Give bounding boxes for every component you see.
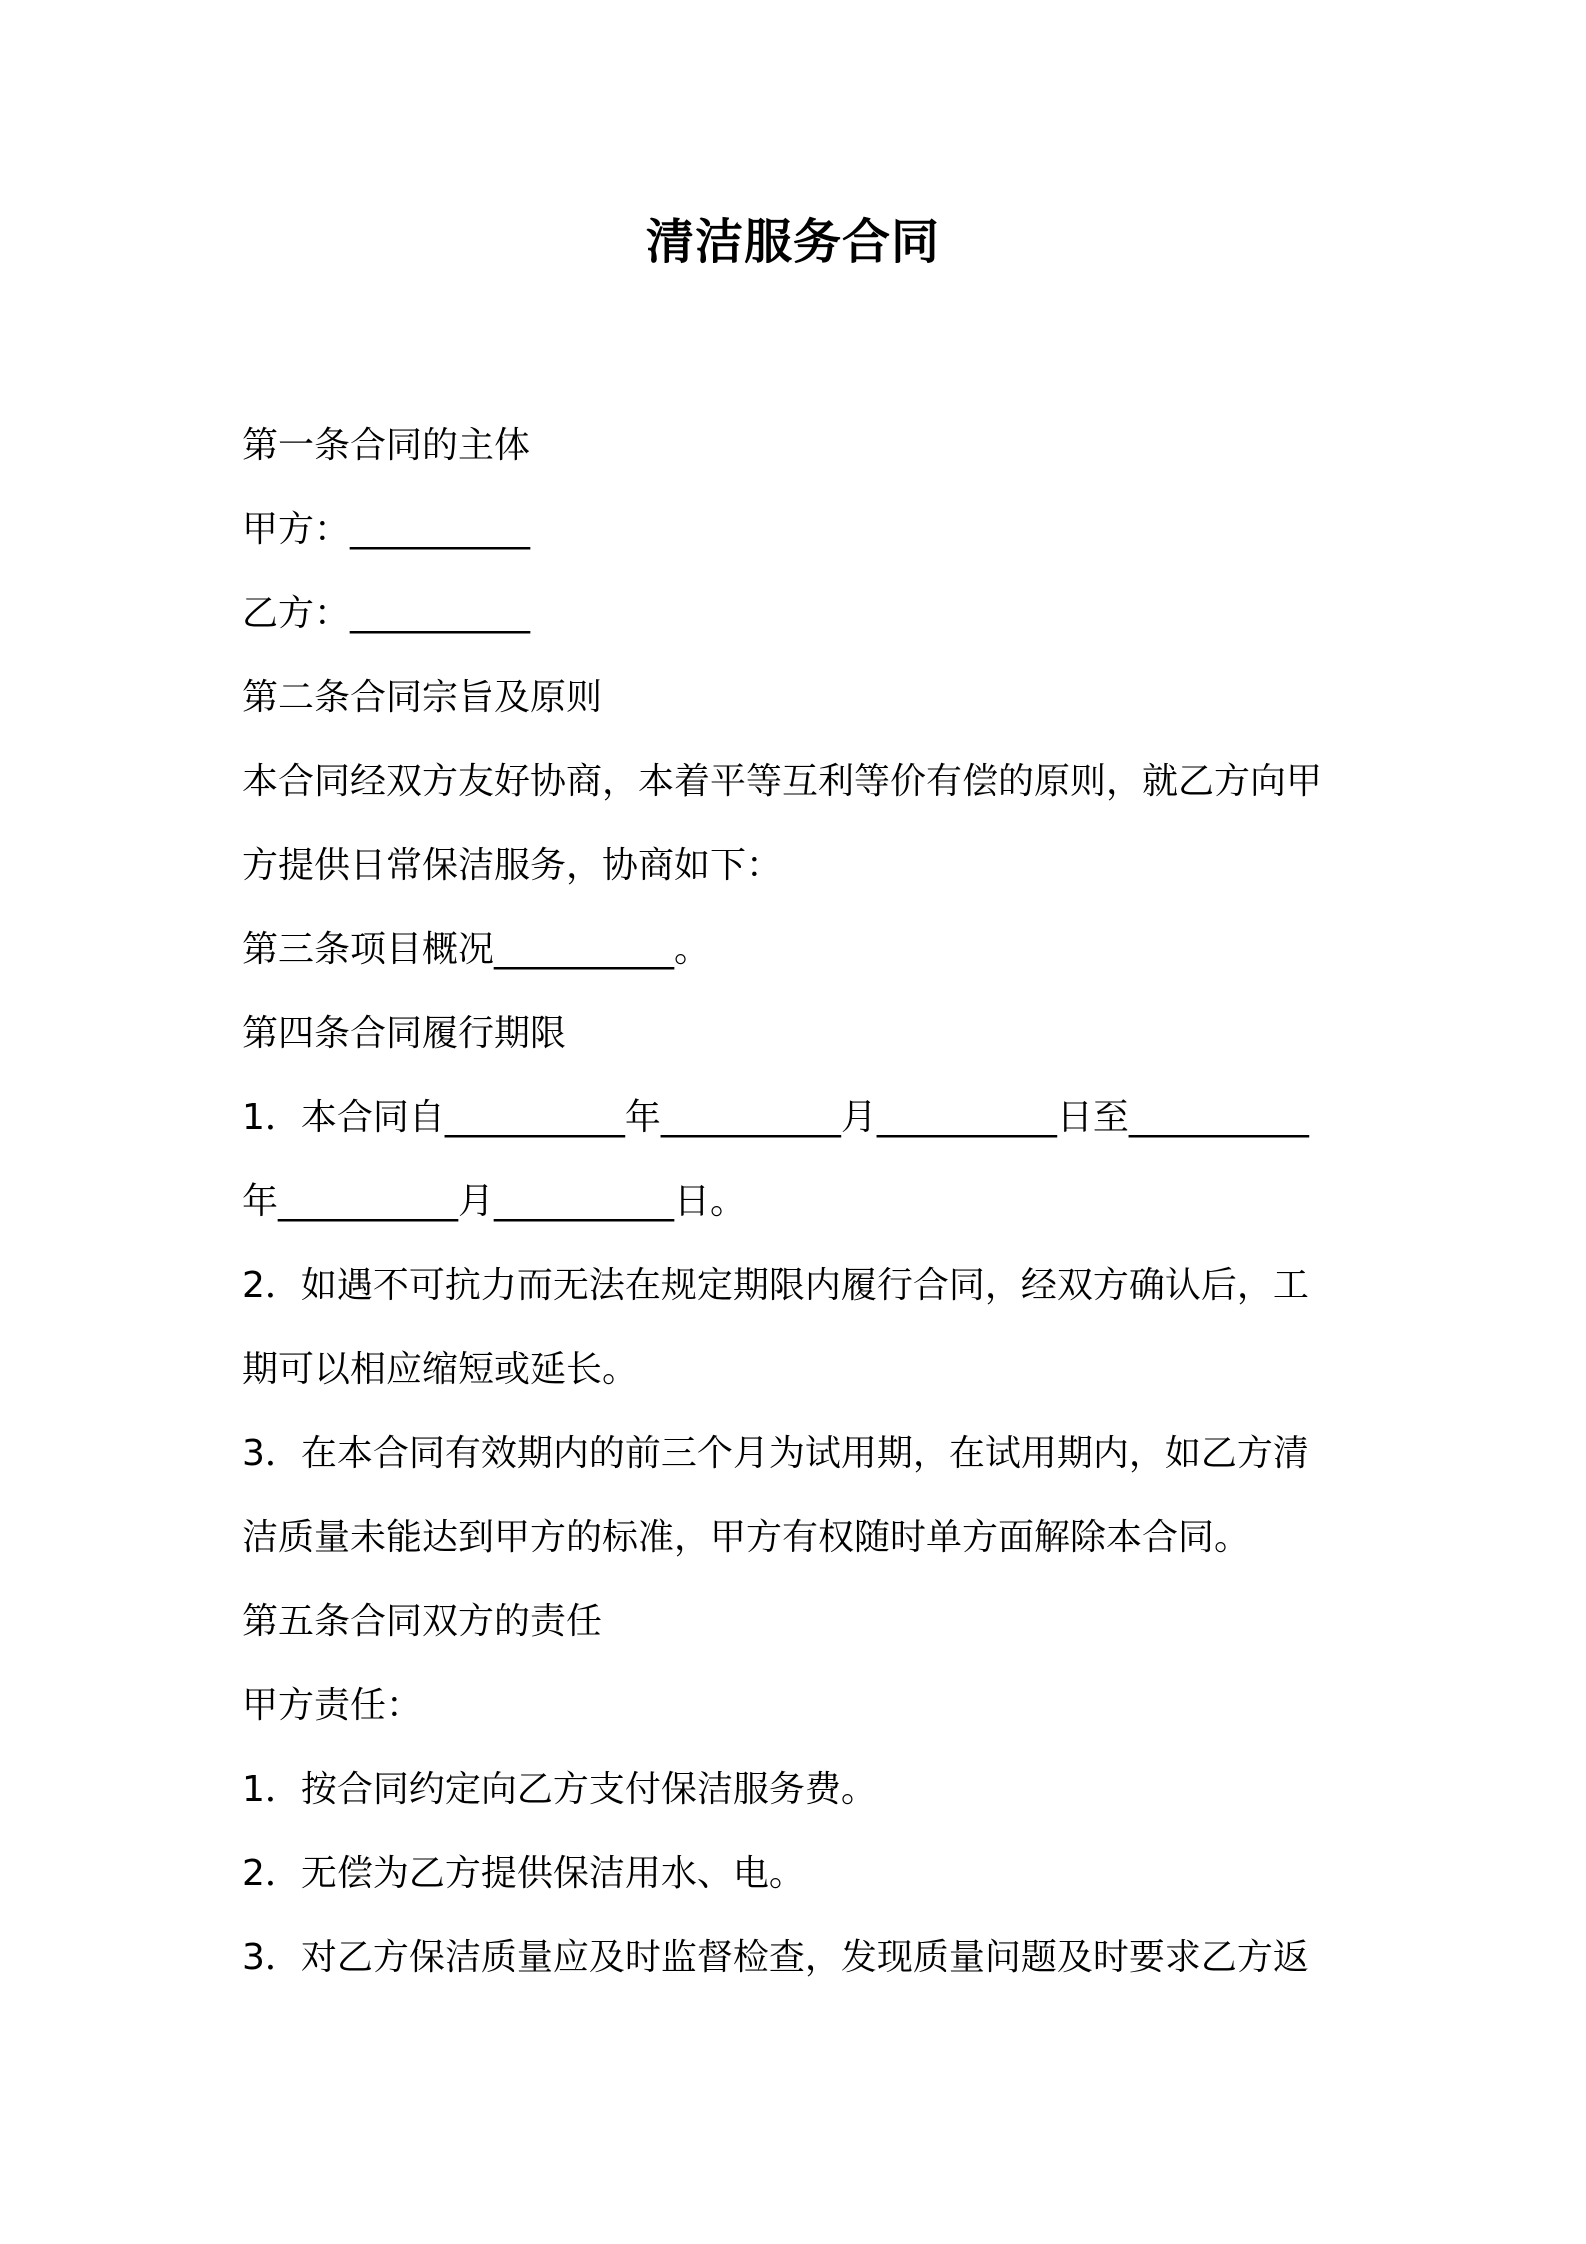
paragraph-line: 1．本合同自__________年__________月__________日至__________ bbox=[242, 1097, 1309, 1138]
section-heading-2: 第二条合同宗旨及原则 bbox=[242, 677, 603, 718]
section-heading-1: 第一条合同的主体 bbox=[242, 425, 531, 466]
paragraph-line: 期可以相应缩短或延长。 bbox=[242, 1349, 639, 1390]
paragraph-line: 洁质量未能达到甲方的标准，甲方有权随时单方面解除本合同。 bbox=[242, 1517, 1251, 1558]
paragraph-line: 2．如遇不可抗力而无法在规定期限内履行合同，经双方确认后，工 bbox=[242, 1265, 1309, 1306]
party-a-duties-heading: 甲方责任： bbox=[242, 1685, 423, 1726]
party-a-line: 甲方：__________ bbox=[242, 509, 531, 550]
list-item: 1．按合同约定向乙方支付保洁服务费。 bbox=[242, 1769, 877, 1810]
paragraph-line: 年__________月__________日。 bbox=[242, 1181, 747, 1222]
section-heading-4: 第四条合同履行期限 bbox=[242, 1013, 567, 1054]
document-title: 清洁服务合同 bbox=[645, 214, 940, 270]
paragraph-line: 3．在本合同有效期内的前三个月为试用期，在试用期内，如乙方清 bbox=[242, 1433, 1309, 1474]
party-b-line: 乙方：__________ bbox=[242, 593, 531, 634]
document-body bbox=[242, 404, 1352, 2000]
list-item: 2．无偿为乙方提供保洁用水、电。 bbox=[242, 1853, 805, 1894]
paragraph-line: 方提供日常保洁服务，协商如下： bbox=[242, 845, 783, 886]
list-item: 3．对乙方保洁质量应及时监督检查，发现质量问题及时要求乙方返 bbox=[242, 1937, 1309, 1978]
section-heading-5: 第五条合同双方的责任 bbox=[242, 1601, 603, 1642]
section-heading-3: 第三条项目概况__________。 bbox=[242, 929, 711, 970]
paragraph-line: 本合同经双方友好协商，本着平等互利等价有偿的原则，就乙方向甲 bbox=[242, 761, 1323, 802]
